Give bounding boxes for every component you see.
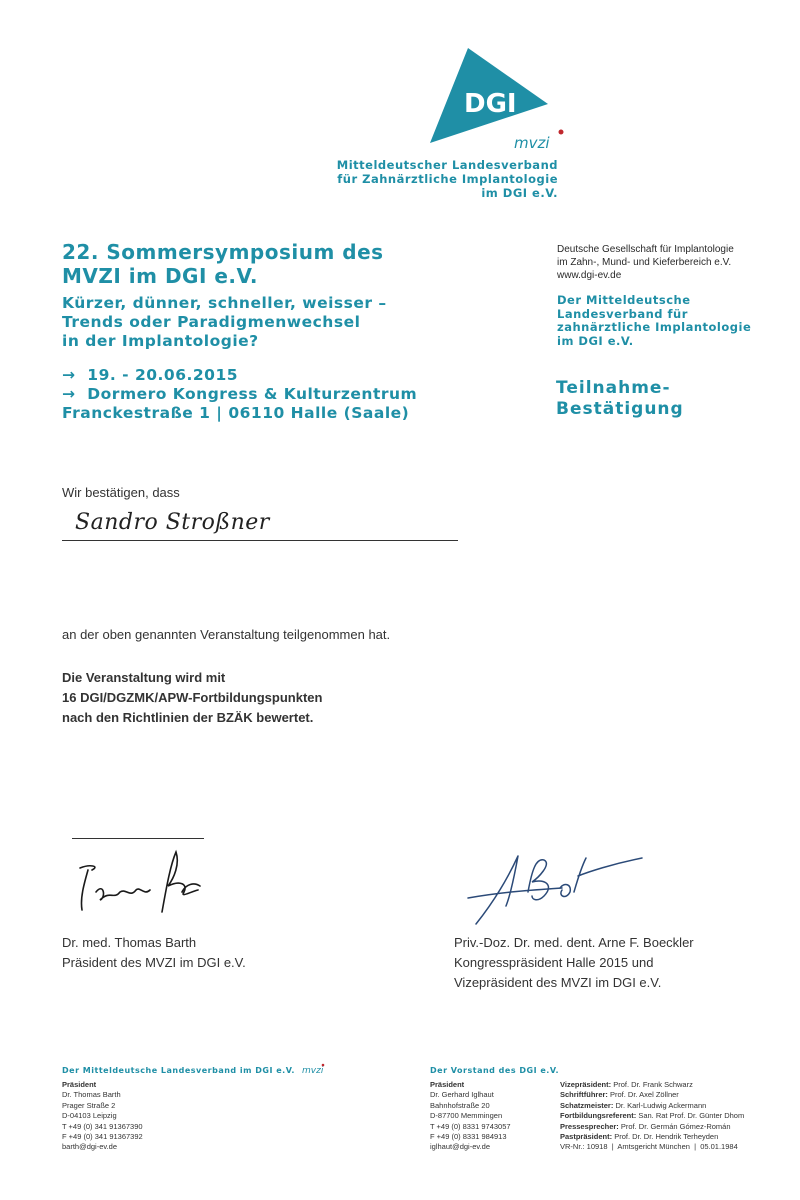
logo-mvzi-text: mvzi [514,134,550,152]
dgi-info-line: Deutsche Gesellschaft für Implantologie [557,244,734,255]
signature-line-left [72,838,204,839]
footer-email-link[interactable]: iglhaut@dgi-ev.de [430,1142,491,1152]
org-name-line: im DGI e.V. [481,186,558,200]
footer-board-row: Schriftführer: Prof. Dr. Axel Zöllner [560,1090,679,1100]
confirm-intro: Wir bestätigen, dass [62,485,180,500]
mvzi-description [557,294,751,348]
footer-line: Prager Straße 2 [62,1100,116,1110]
footer-dgi-contact [430,1080,511,1153]
footer-line: T +49 (0) 8331 9743057 [430,1121,511,1131]
symposium-title-line: 22. Sommersymposium des [62,240,384,264]
footer-board-row: Vizepräsident: Prof. Dr. Frank Schwarz [560,1080,693,1089]
symposium-address: Franckestraße 1 | 06110 Halle (Saale) [62,404,410,422]
footer-line: F +49 (0) 8331 984913 [430,1132,507,1142]
footer-board-row: Fortbildungsreferent: San. Rat Prof. Dr. Günter Dhom [560,1111,745,1121]
name-underline [62,540,458,541]
certificate-title-line: Teilnahme- [556,378,671,398]
symposium-theme-line: Trends oder Paradigmenwechsel [62,313,361,331]
certificate-title [556,378,684,420]
footer-role: Präsident [62,1080,97,1089]
footer-line: D-87700 Memmingen [430,1111,503,1121]
footer-line: F +49 (0) 341 91367392 [62,1132,143,1142]
symposium-theme [62,294,387,351]
dgi-info [557,243,734,282]
symposium-venue: → Dormero Kongress & Kulturzentrum [62,385,418,403]
footer-line: D-04103 Leipzig [62,1111,117,1121]
dgi-mvzi-logo [430,48,580,160]
participant-name-handwritten: Sandro Stroßner [75,510,270,535]
footer-role: Präsident [430,1080,465,1089]
org-name-line: für Zahnärztliche Implantologie [337,172,558,186]
symposium-title-line: MVZI im DGI e.V. [62,264,259,288]
points-line: 16 DGI/DGZMK/APW-Fortbildungspunkten [62,690,323,705]
points-line: Die Veranstaltung wird mit [62,670,226,685]
mvzi-desc-line: Der Mitteldeutsche [557,293,691,307]
signer-title: Präsident des MVZI im DGI e.V. [62,955,246,970]
signer-title: Kongresspräsident Halle 2015 und [454,955,654,970]
certificate-title-line: Bestätigung [556,399,684,419]
org-name-line: Mitteldeutscher Landesverband [336,158,558,172]
footer-mvzi-heading: Der Mitteldeutsche Landesverband im DGI e.V. [62,1066,295,1075]
symposium-theme-line: Kürzer, dünner, schneller, weisser – [62,294,387,312]
footer-line: T +49 (0) 341 91367390 [62,1121,143,1131]
mvzi-desc-line: Landesverband für [557,306,688,321]
dgi-website-link[interactable]: www.dgi-ev.de [557,270,622,281]
symposium-details [62,366,417,423]
signer-title: Vizepräsident des MVZI im DGI e.V. [454,975,662,990]
mvzi-desc-line: zahnärztliche Implantologie [557,320,752,334]
points-statement [62,668,322,728]
signer-name: Priv.-Doz. Dr. med. dent. Arne F. Boeckler [454,935,694,950]
logo-dgi-text: DGI [464,89,517,119]
footer-mvzi-contact [62,1080,143,1153]
symposium-date: → 19. - 20.06.2015 [62,366,239,384]
dgi-info-line: im Zahn-, Mund- und Kieferbereich e.V. [557,257,732,268]
footer-register-info: VR-Nr.: 10918 | Amtsgericht München | 05.01.1984 [560,1142,738,1152]
svg-text:mvzi: mvzi [302,1066,324,1076]
signer-barth [62,933,246,973]
signer-name: Dr. med. Thomas Barth [62,935,197,950]
footer-board-row: Pressesprecher: Prof. Dr. Germán Gómez-Román [560,1121,731,1131]
logo-red-dot [559,130,564,135]
signature-boeckler [462,848,646,928]
footer-board-row: Schatzmeister: Dr. Karl-Ludwig Ackermann [560,1100,707,1110]
footer-line: Bahnhofstraße 20 [430,1100,490,1110]
footer-line: Dr. Thomas Barth [62,1090,121,1100]
footer-mvzi-logo-mark [302,1062,326,1076]
symposium-theme-line: in der Implantologie? [62,332,259,350]
footer-line: Dr. Gerhard Iglhaut [430,1090,494,1100]
signature-barth [70,846,210,916]
confirm-outro: an der oben genannten Veranstaltung teilgenommen hat. [62,627,391,642]
footer-email-link[interactable]: barth@dgi-ev.de [62,1142,118,1152]
organization-name [337,158,558,200]
signer-boeckler [454,933,694,993]
points-line: nach den Richtlinien der BZÄK bewertet. [62,710,314,725]
mvzi-desc-line: im DGI e.V. [557,333,634,348]
footer-dgi-board-heading: Der Vorstand des DGI e.V. [430,1066,560,1075]
footer-board-list [560,1080,744,1153]
symposium-title [62,240,384,288]
footer-board-row: Pastpräsident: Prof. Dr. Dr. Hendrik Terheyden [560,1132,719,1142]
